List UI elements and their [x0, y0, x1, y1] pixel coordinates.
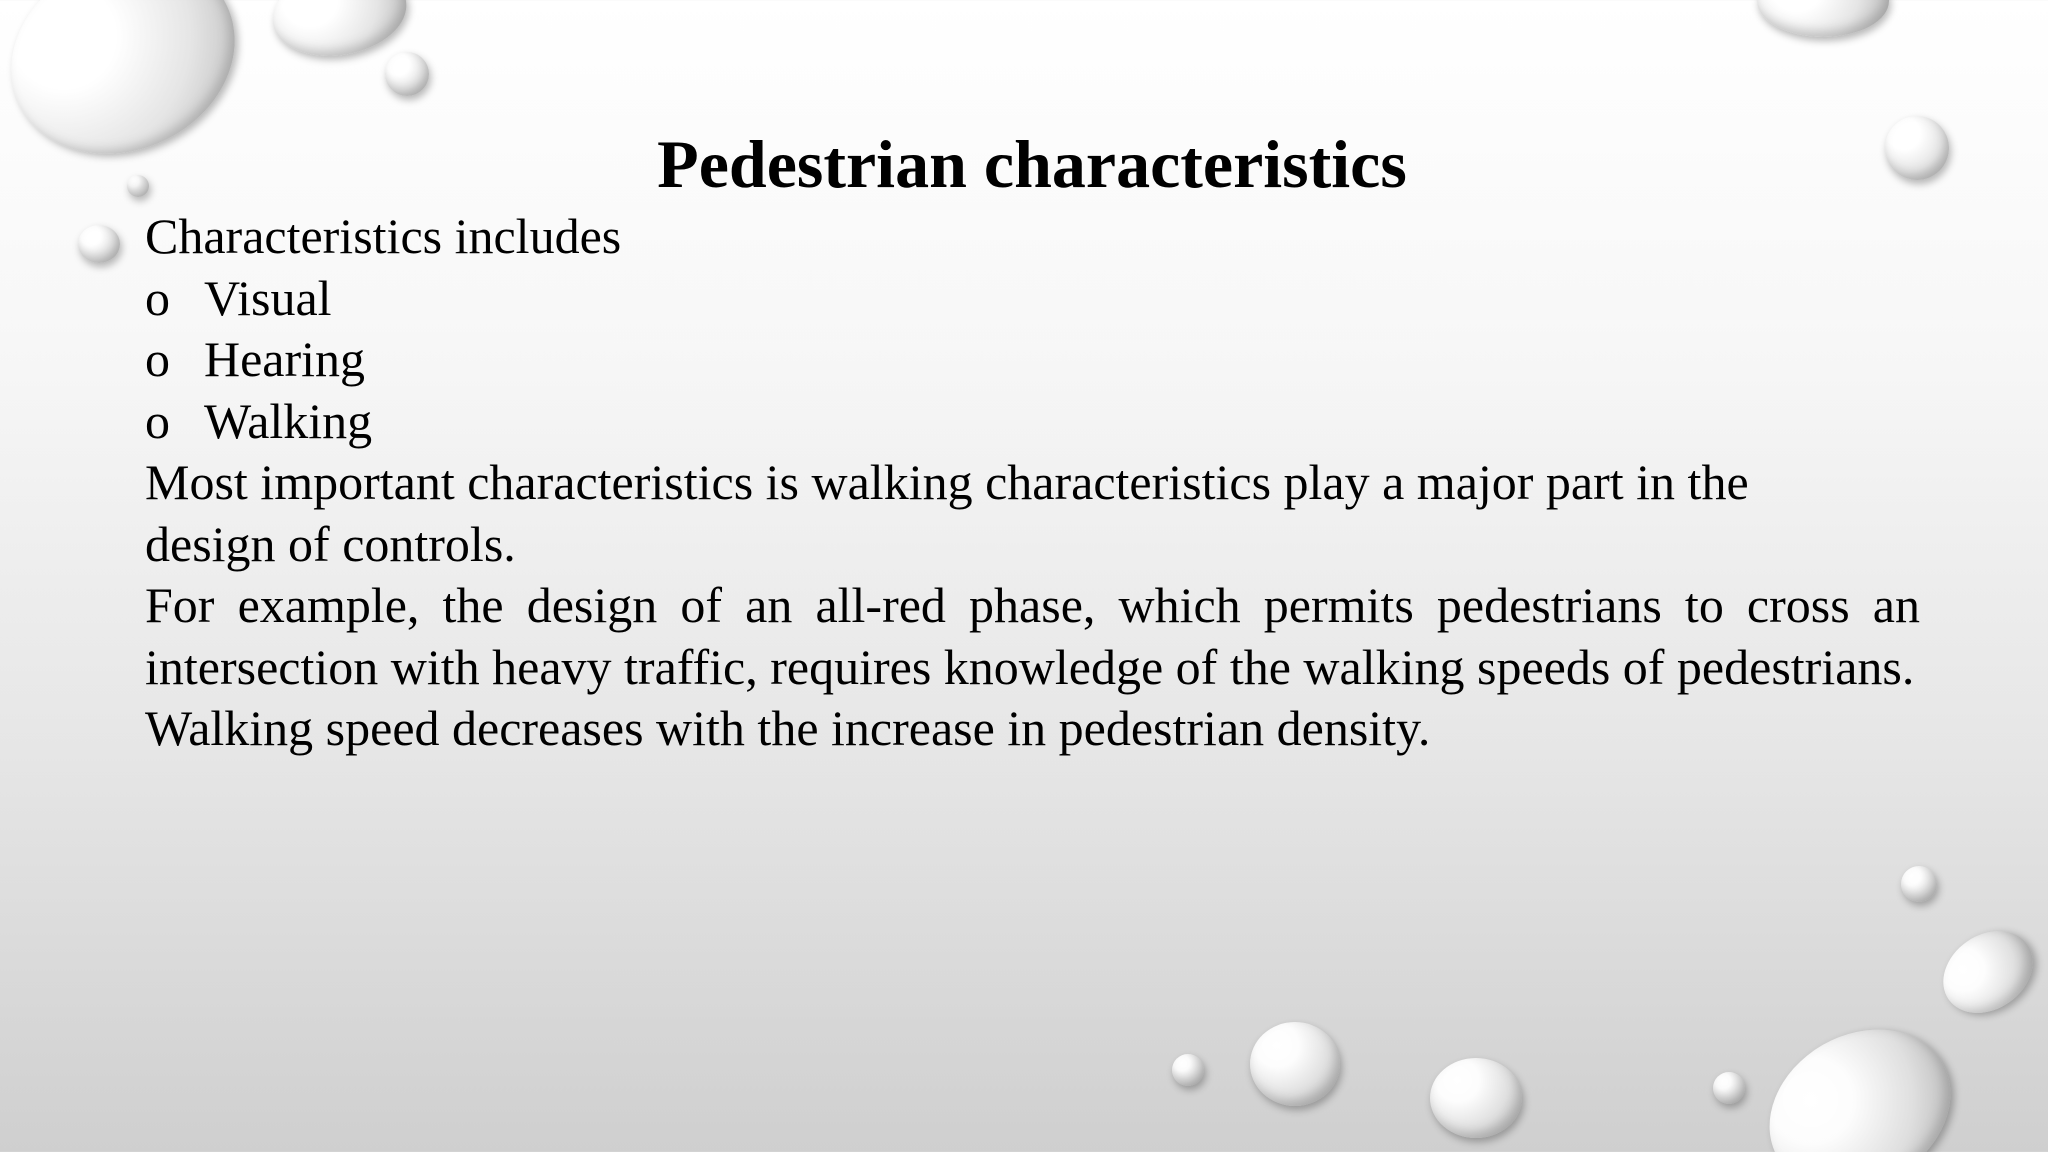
- bullet-drop-icon: [78, 225, 120, 263]
- list-item-label: Walking: [204, 392, 373, 449]
- water-drop-decoration: [1740, 998, 1980, 1152]
- water-drop-decoration: [1927, 914, 2048, 1030]
- water-drop-decoration: [266, 0, 414, 66]
- paragraph: Most important characteristics is walking characteristics play a major part in the design of controls.: [145, 454, 1749, 572]
- water-drop-decoration: [385, 52, 429, 96]
- slide-body: [145, 206, 1920, 760]
- water-drop-decoration: [1172, 1054, 1204, 1086]
- list-item-label: Hearing: [204, 331, 366, 387]
- list-item: [145, 268, 1920, 330]
- paragraph: For example, the design of an all-red phase, which permits pedestrians to cross an intersection with heavy traffic, requires knowledge of the walking speeds of pedestrians.: [145, 577, 1920, 695]
- circle-bullet-icon: o: [145, 392, 170, 449]
- water-drop-decoration: [1430, 1058, 1522, 1138]
- list-item-label: Visual: [204, 269, 332, 326]
- water-drop-decoration: [1713, 1072, 1745, 1104]
- slide-title: Pedestrian characteristics: [657, 126, 1407, 202]
- circle-bullet-icon: o: [145, 269, 170, 326]
- list-item: [145, 329, 1920, 391]
- intro-text: Characteristics includes: [145, 208, 622, 264]
- list-item: [145, 391, 1920, 453]
- water-drop-decoration: [1901, 866, 1937, 902]
- water-drop-decoration: [1757, 0, 1889, 37]
- paragraph: Walking speed decreases with the increase in pedestrian density.: [145, 700, 1431, 756]
- water-drop-decoration: [1250, 1022, 1340, 1106]
- circle-bullet-icon: o: [145, 331, 170, 387]
